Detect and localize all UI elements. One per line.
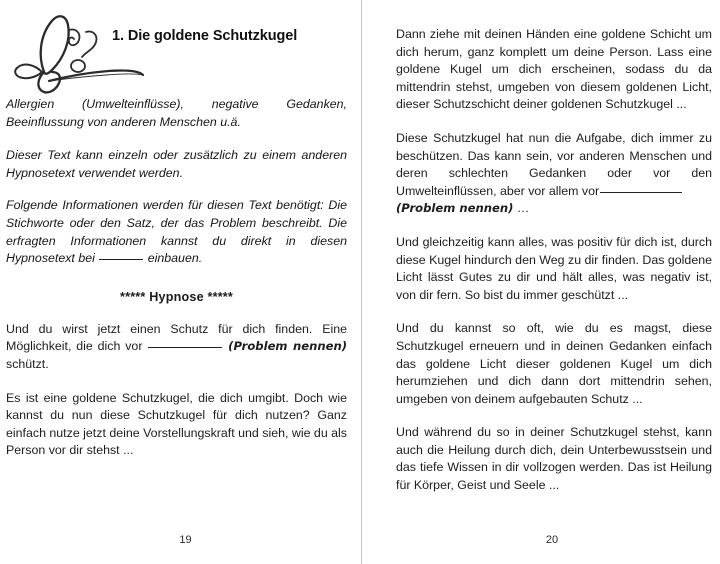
hypnose-section-marker: ***** Hypnose ***** [120,289,233,304]
page-number: 20 [545,534,559,546]
right-paragraph-2: Und gleichzeitig kann alles, was positiv für dich ist, durch diese Kugel hindurch den Weg zu dir finden. Das goldene Licht lässt Gutes zu dir und hält alles, was negativ ist, von dir fern. So bist du immer geschützt ... [396,234,712,302]
right-blank-before: Diese Schutzkugel hat nun die Aufgabe, dich immer zu beschützen. Das kann sein, vor anderen Menschen und deren schlechten Gedanken oder vor den Umwelteinflüssen, aber vor allem vor [396,130,712,198]
right-blank-paragraph [396,130,712,218]
chapter-header [6,4,347,96]
right-paragraph-4: Und während du so in deiner Schutzkugel stehst, kann auch die Heilung durch dich, dein Unterbewusstsein und das tiefe Wissen in dir vollzogen werden. Das ist Heilung für Körper, Geist und Seele ... [396,425,712,493]
right-blank-after: … [513,201,530,216]
problem-prompt-label: (Problem nennen) [228,339,347,354]
butterfly-swoosh-logo [14,6,144,94]
hypnosis-paragraph-2: Es ist eine goldene Schutzkugel, die dich umgibt. Doch wie kannst du nun diese Schutzkugel für dich nutzen? Ganz einfach nutze jetzt deine Vorstellungskraft und sieh, wie du als Person vor dir stehst ... [6,390,347,458]
intro-paragraph-1: Allergien (Umwelteinflüsse), negative Gedanken, Beeinflussung von anderen Menschen u.ä. [6,97,347,129]
info-paragraph-before-blank: Folgende Informationen werden für diesen Text benötigt: Die Stichworte oder den Satz, der das Problem beschreibt. Die erfragten Informationen kannst du direkt in diesen Hypnosetext bei [6,198,347,266]
hypnosis-paragraph-1 [6,321,347,374]
info-paragraph [6,197,347,267]
right-paragraph-3: Und du kannst so oft, wie du es magst, diese Schutzkugel erneuern und in deinen Gedanken einfach das goldene Licht dieser goldenen Kugel um dich herumziehen und dich dann dort mittendrin sehen, umgeben von deinem aufgebauten Schutz ... [396,321,712,406]
fill-in-blank[interactable] [99,259,143,260]
intro-paragraph-2: Dieser Text kann einzeln oder zusätzlich zu einem anderen Hypnosetext verwendet werden. [6,148,347,180]
fill-in-blank[interactable] [600,192,682,193]
problem-prompt-label: (Problem nennen) [396,201,514,216]
hypnosis-p1-after-bold: schützt. [6,356,49,371]
right-paragraph-1: Dann ziehe mit deinen Händen eine goldene Schicht um dich herum, ganz komplett um deine Person. Lass eine goldene Kugel um dich erscheinen, sodass du da mittendrin stehst, umgeben von diesem goldenen Licht, dieser Schutzschicht deiner goldenen Schutzkugel ... [396,27,712,112]
right-page [362,0,720,564]
page-title: 1. Die goldene Schutzkugel [112,28,298,44]
hypnosis-p1-before-blank: Und du wirst jetzt einen Schutz für dich finden. Eine Möglichkeit, die dich vor [6,321,347,354]
fill-in-blank[interactable] [148,347,222,348]
info-paragraph-after-blank: einbauen. [144,251,203,266]
page-number: 19 [179,534,192,546]
